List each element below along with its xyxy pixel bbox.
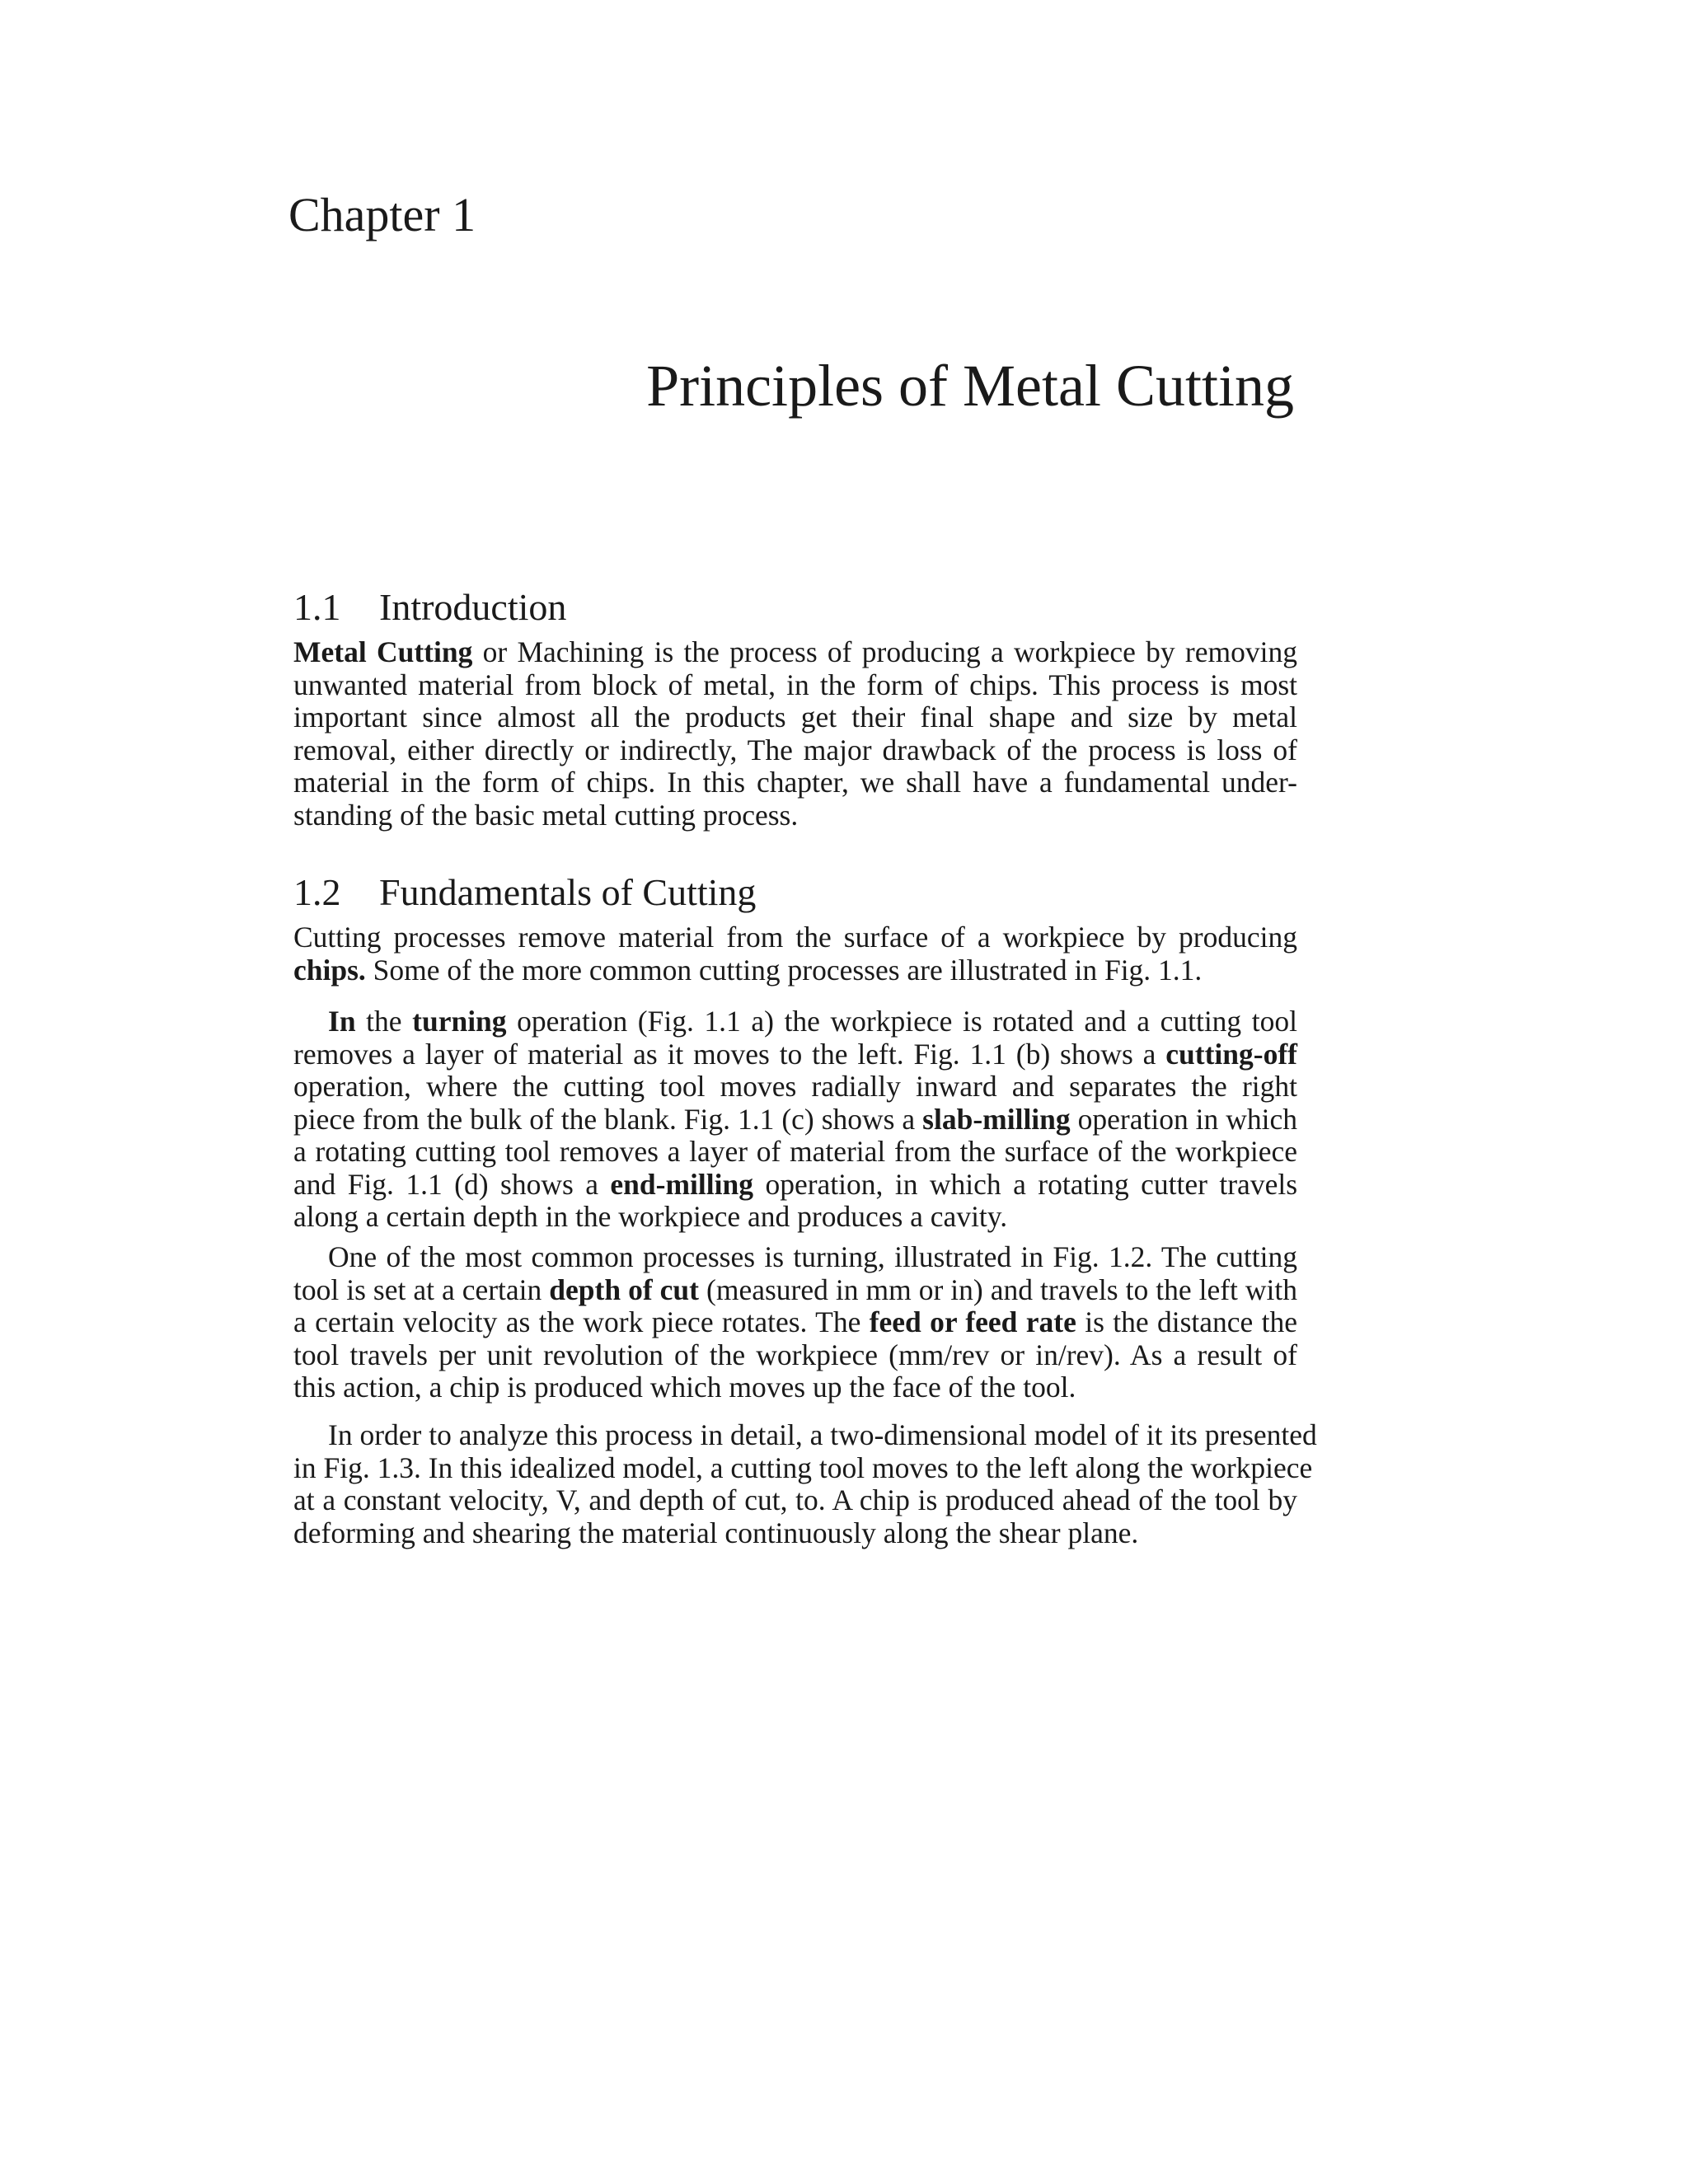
text-line: important since almost all the products get their final shape and size by metal — [293, 701, 1297, 733]
text-line: this action, a chip is produced which moves up the face of the tool. — [293, 1371, 1076, 1404]
chapter-label: Chapter 1 — [288, 188, 476, 241]
fundamentals-paragraph-3 — [293, 1241, 1297, 1404]
section-title: Introduction — [379, 586, 567, 628]
bold-term: slab-milling — [922, 1102, 1071, 1136]
text-line: piece from the bulk of the blank. Fig. 1.1 (c) shows a slab-milling operation in which — [293, 1102, 1297, 1136]
text-line: material in the form of chips. In this chapter, we shall have a fundamental under- — [293, 766, 1297, 799]
text-line: along a certain depth in the workpiece and produces a cavity. — [293, 1200, 1008, 1233]
text-line: standing of the basic metal cutting process. — [293, 798, 799, 832]
bold-term: depth of cut — [549, 1272, 700, 1306]
fundamentals-paragraph-2 — [293, 1005, 1297, 1234]
text-line: In the turning operation (Fig. 1.1 a) the workpiece is rotated and a cutting tool — [328, 1005, 1297, 1038]
text-line: in Fig. 1.3. In this idealized model, a cutting tool moves to the left along the workpiece — [293, 1451, 1313, 1484]
chapter-title: Principles of Metal Cutting — [646, 353, 1294, 419]
section-number: 1.1 — [293, 586, 341, 628]
section-heading-fundamentals — [293, 871, 757, 913]
text-line: removes a layer of material as it moves to the left. Fig. 1.1 (b) shows a cutting-off — [293, 1037, 1297, 1071]
bold-term: In — [328, 1005, 356, 1038]
text-line: chips. Some of the more common cutting processes are illustrated in Fig. 1.1. — [293, 953, 1203, 987]
text-line: tool travels per unit revolution of the workpiece (mm/rev or in/rev). As a result of — [293, 1338, 1297, 1371]
bold-term: Metal Cutting — [293, 635, 473, 668]
fundamentals-paragraph-1 — [293, 921, 1297, 987]
bold-term: end-milling — [610, 1167, 754, 1201]
section-heading-introduction — [293, 588, 566, 626]
bold-term: feed or feed rate — [869, 1305, 1076, 1338]
intro-paragraph — [293, 636, 1297, 832]
section-title: Fundamentals of Cutting — [379, 871, 757, 913]
fundamentals-paragraph-4 — [293, 1418, 1317, 1549]
bold-term: chips. — [293, 953, 366, 987]
text-line: operation, where the cutting tool moves radially inward and separates the right — [293, 1070, 1297, 1103]
text-line: at a constant velocity, V, and depth of cut, to. A chip is produced ahead of the tool by — [293, 1483, 1297, 1516]
text-line: tool is set at a certain depth of cut (measured in mm or in) and travels to the left with — [293, 1272, 1297, 1306]
text-line: In order to analyze this process in detail, a two-dimensional model of it its presented — [328, 1418, 1317, 1451]
bold-term: turning — [412, 1005, 507, 1038]
text-line: One of the most common processes is turning, illustrated in Fig. 1.2. The cutting — [328, 1240, 1297, 1273]
text-line: a rotating cutting tool removes a layer of material from the surface of the workpiece — [293, 1135, 1297, 1168]
text-line: Cutting processes remove material from the surface of a workpiece by producing — [293, 921, 1297, 954]
text-line: Metal Cutting or Machining is the process of producing a workpiece by removing — [293, 635, 1297, 668]
text-line: unwanted material from block of metal, in the form of chips. This process is most — [293, 668, 1297, 701]
section-number: 1.2 — [293, 871, 341, 913]
text-line: deforming and shearing the material continuously along the shear plane. — [293, 1516, 1139, 1549]
text-line: a certain velocity as the work piece rotates. The feed or feed rate is the distance the — [293, 1305, 1297, 1338]
bold-term: cutting-off — [1165, 1037, 1297, 1071]
text-line: removal, either directly or indirectly, The major drawback of the process is loss of — [293, 733, 1297, 766]
text-line: and Fig. 1.1 (d) shows a end-milling operation, in which a rotating cutter travels — [293, 1167, 1298, 1201]
